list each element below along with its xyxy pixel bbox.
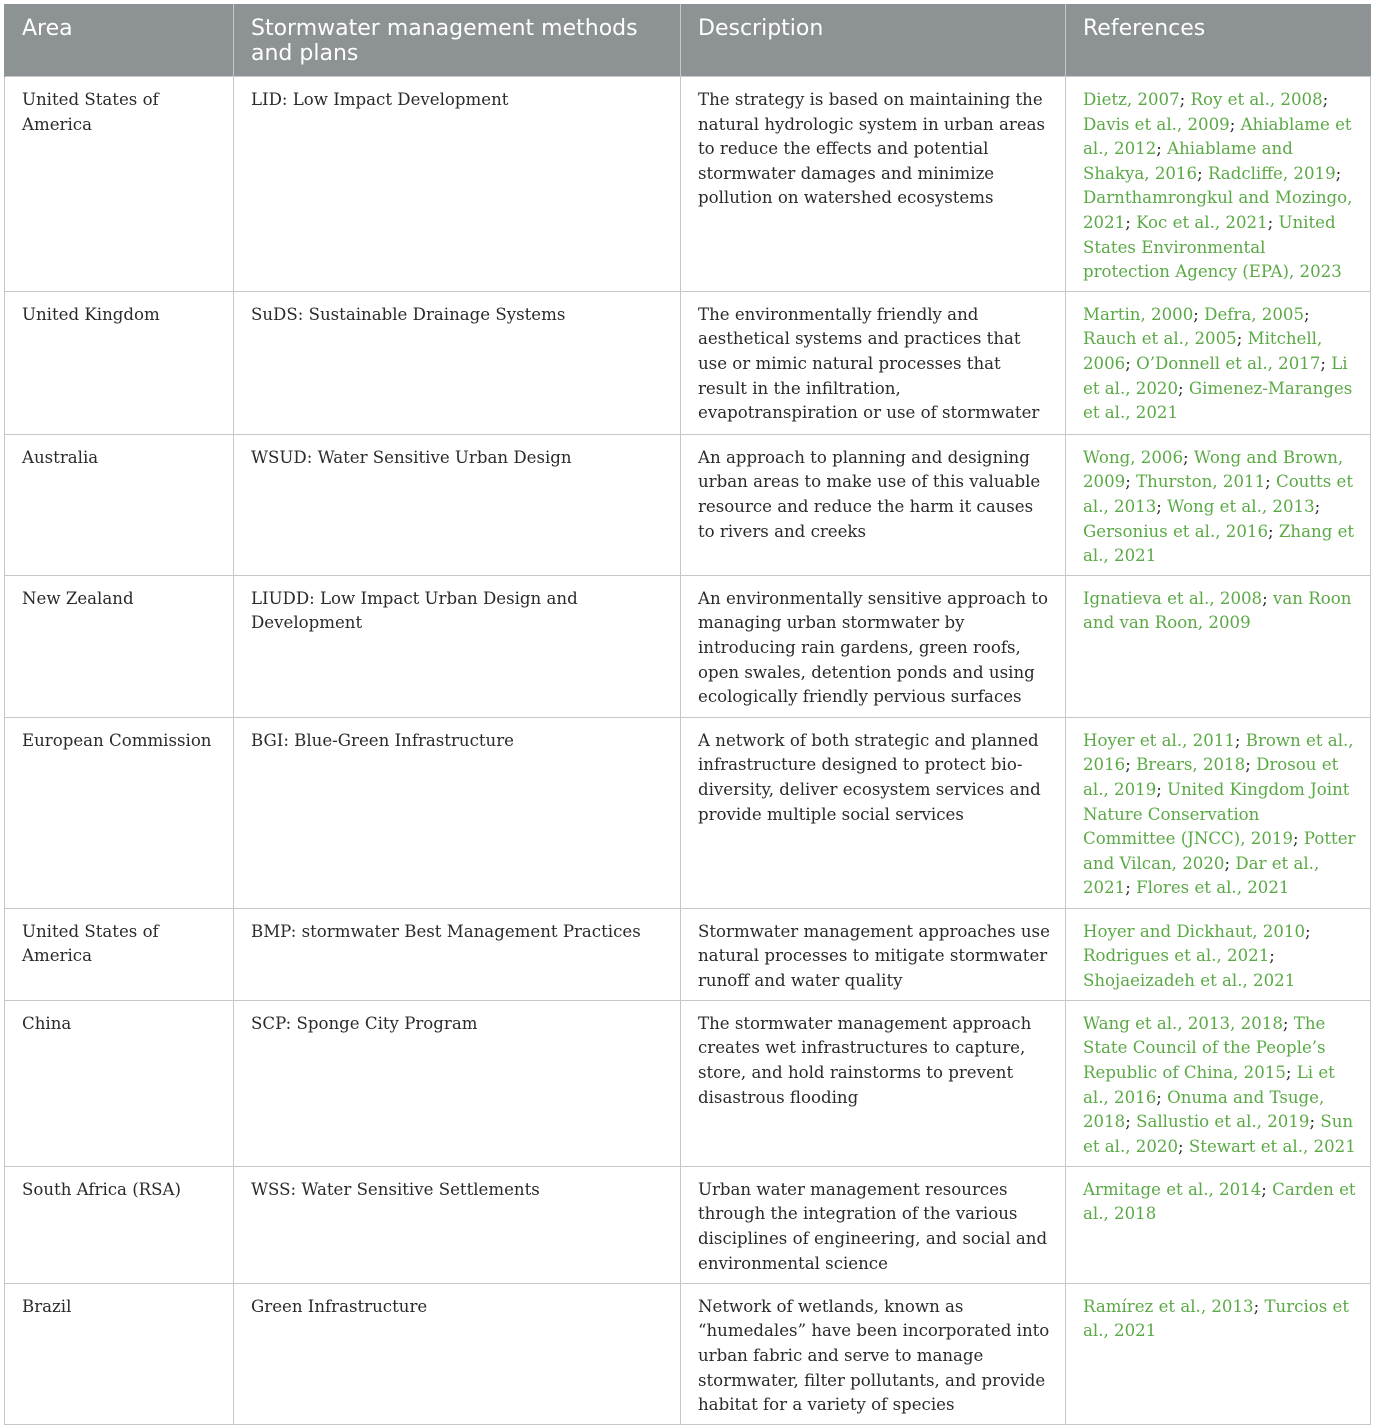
cell-method: LIUDD: Low Impact Urban Design and Development [234,575,681,717]
stormwater-methods-table [4,4,1371,1425]
reference-link[interactable]: Brown et al., 2016 [1083,730,1354,775]
reference-separator: ; [1179,90,1191,109]
reference-link[interactable]: Potter and Vilcan, 2020 [1083,829,1356,873]
reference-link[interactable]: Armitage et al., 2014 [1083,1179,1262,1199]
reference-link[interactable]: Drosou et al., 2019 [1083,755,1339,799]
reference-link[interactable]: Radcliffe, 2019 [1207,163,1336,183]
table-row [5,77,1371,292]
reference-separator: ; [1125,353,1137,373]
reference-separator: ; [1125,755,1137,775]
reference-separator: ; [1156,139,1168,159]
cell-method: Green Infrastructure [234,1283,681,1424]
cell-method: BMP: stormwater Best Management Practices [234,908,681,1000]
reference-separator: ; [1197,163,1208,183]
reference-link[interactable]: Brears, 2018 [1136,755,1246,775]
cell-description: A network of both strategic and planned infrastructure designed to protect bio-diversity, deliver ecosystem services and provide multiple social services [681,717,1066,908]
table-row [5,575,1371,717]
table-row [5,1166,1371,1283]
header-references: References [1066,4,1371,77]
reference-link[interactable]: Stewart et al., 2021 [1188,1136,1356,1156]
reference-separator: ; [1268,521,1279,541]
reference-link[interactable]: Gimenez-Maranges et al., 2021 [1083,378,1353,423]
cell-description: An approach to planning and designing urban areas to make use of this valuable resource and reduce the harm it causes to rivers and creeks [681,434,1066,575]
cell-references [1066,291,1371,434]
header-method: Stormwater management methods and plans [234,4,681,77]
reference-separator: ; [1178,1136,1189,1156]
reference-link[interactable]: Hoyer and Dickhaut, 2010 [1083,921,1306,941]
header-area: Area [5,4,234,77]
reference-link[interactable]: Roy et al., 2008 [1190,90,1323,109]
cell-references [1066,908,1371,1000]
cell-references [1066,1000,1371,1166]
reference-link[interactable]: Hoyer et al., 2011 [1083,730,1235,750]
reference-separator: ; [1224,853,1236,873]
reference-link[interactable]: Darnthamrongkul and Mozingo, 2021 [1083,188,1353,232]
reference-link[interactable]: Ignatieva et al., 2008 [1083,588,1263,608]
reference-separator: ; [1125,878,1137,898]
reference-link[interactable]: Sallustio et al., 2019 [1136,1112,1310,1132]
reference-link[interactable]: Wang et al., 2013, 2018 [1083,1013,1283,1033]
cell-method: LID: Low Impact Development [234,77,681,292]
cell-method: WSUD: Water Sensitive Urban Design [234,434,681,575]
cell-description: The environmentally friendly and aesthetical systems and practices that use or mimic natural processes that result in the infiltration, evapotranspiration or use of stormwater [681,291,1066,434]
reference-separator: ; [1125,472,1137,492]
reference-link[interactable]: Martin, 2000 [1083,304,1194,324]
reference-separator: ; [1156,779,1168,799]
reference-link[interactable]: Carden et al., 2018 [1083,1179,1356,1224]
cell-references [1066,575,1371,717]
reference-link[interactable]: Defra, 2005 [1204,304,1305,324]
cell-method: SuDS: Sustainable Drainage Systems [234,291,681,434]
cell-references [1066,717,1371,908]
reference-separator: ; [1178,378,1189,398]
reference-separator: ; [1293,829,1304,849]
reference-link[interactable]: Koc et al., 2021 [1136,212,1268,232]
reference-separator: ; [1234,730,1246,750]
cell-area: South Africa (RSA) [5,1166,234,1283]
reference-link[interactable]: Coutts et al., 2013 [1083,472,1353,516]
cell-area: United States of America [5,77,234,292]
reference-separator: ; [1320,353,1332,373]
cell-description: Urban water management resources through the integration of the various disciplines of engineering, and social and environmental science [681,1166,1066,1283]
cell-method: WSS: Water Sensitive Settlements [234,1166,681,1283]
cell-area: Brazil [5,1283,234,1424]
reference-link[interactable]: Ahiablame and Shakya, 2016 [1083,139,1293,183]
cell-area: New Zealand [5,575,234,717]
reference-link[interactable]: Rodrigues et al., 2021 [1083,946,1270,966]
reference-link[interactable]: Rauch et al., 2005 [1083,329,1237,349]
reference-link[interactable]: The State Council of the People’s Republic of China, 2015 [1083,1013,1326,1082]
reference-link[interactable]: Dar et al., 2021 [1083,853,1320,898]
table-row [5,717,1371,908]
table-row [5,291,1371,434]
reference-separator: ; [1282,1013,1294,1033]
cell-references [1066,1166,1371,1283]
reference-separator: ; [1261,1179,1273,1199]
table-row [5,434,1371,575]
cell-description: An environmentally sensitive approach to managing urban stormwater by introducing rain gardens, green roofs, open swales, detention ponds and using ecologically friendly pervious surfaces [681,575,1066,717]
reference-separator: ; [1267,212,1279,232]
cell-area: United Kingdom [5,291,234,434]
reference-separator: ; [1322,90,1329,109]
reference-separator: ; [1285,1062,1297,1082]
reference-link[interactable]: Ahiablame et al., 2012 [1083,114,1352,159]
reference-link[interactable]: Wong et al., 2013 [1167,496,1315,516]
reference-link[interactable]: Dietz, 2007 [1083,90,1180,109]
cell-description: Network of wetlands, known as “humedales” have been incorporated into urban fabric and serve to manage stormwater, filter pollutants, and provide habitat for a variety of species [681,1283,1066,1424]
reference-separator: ; [1193,304,1205,324]
reference-link[interactable]: Wong and Brown, 2009 [1083,447,1344,492]
reference-separator: ; [1156,1087,1168,1107]
reference-link[interactable]: O’Donnell et al., 2017 [1136,353,1321,373]
reference-link[interactable]: Zhang et al., 2021 [1083,521,1355,566]
reference-link[interactable]: United Kingdom Joint Nature Conservation Committee (JNCC), 2019 [1083,779,1350,849]
reference-link[interactable]: Onuma and Tsuge, 2018 [1083,1087,1325,1132]
cell-description: The strategy is based on maintaining the natural hydrologic system in urban areas to reduce the effects and potential stormwater damages and minimize pollution on watershed ecosystems [681,77,1066,292]
cell-area: European Commission [5,717,234,908]
reference-separator: ; [1125,1112,1137,1132]
reference-link[interactable]: Flores et al., 2021 [1136,878,1290,898]
reference-link[interactable]: Li et al., 2016 [1083,1062,1335,1107]
cell-method: SCP: Sponge City Program [234,1000,681,1166]
reference-link[interactable]: Mitchell, 2006 [1083,329,1323,373]
reference-link[interactable]: van Roon and van Roon, 2009 [1083,588,1352,633]
reference-separator: ; [1125,212,1137,232]
reference-separator: ; [1304,304,1310,324]
reference-separator: ; [1335,163,1342,183]
reference-separator: ; [1309,1112,1321,1132]
reference-separator: ; [1236,329,1248,349]
cell-area: Australia [5,434,234,575]
reference-link[interactable]: Davis et al., 2009 [1083,114,1230,134]
reference-link[interactable]: United States Environmental protection Agency (EPA), 2023 [1083,212,1342,282]
reference-separator: ; [1253,1296,1265,1316]
reference-link[interactable]: Wong, 2006 [1083,447,1184,467]
table-row [5,908,1371,1000]
reference-separator: ; [1305,921,1311,941]
reference-link[interactable]: Sun et al., 2020 [1083,1112,1354,1156]
reference-separator: ; [1229,114,1241,134]
cell-references [1066,77,1371,292]
reference-link[interactable]: Thurston, 2011 [1136,472,1266,492]
reference-separator: ; [1265,472,1276,492]
cell-description: Stormwater management approaches use natural processes to mitigate stormwater runoff and water quality [681,908,1066,1000]
reference-link[interactable]: Turcios et al., 2021 [1083,1296,1350,1341]
header-row [5,4,1371,77]
reference-link[interactable]: Gersonius et al., 2016 [1083,521,1269,541]
table-row [5,1283,1371,1424]
cell-area: China [5,1000,234,1166]
cell-area: United States of America [5,908,234,1000]
table-row [5,1000,1371,1166]
reference-separator: ; [1245,755,1257,775]
reference-separator: ; [1262,588,1273,608]
header-description: Description [681,4,1066,77]
cell-references [1066,1283,1371,1424]
reference-link[interactable]: Li et al., 2020 [1083,353,1348,398]
cell-description: The stormwater management approach creates wet infrastructures to capture, store, and hold rainstorms to prevent disastrous flooding [681,1000,1066,1166]
table-body [5,77,1371,1425]
reference-separator: ; [1156,496,1168,516]
reference-separator: ; [1183,447,1194,467]
reference-separator: ; [1314,496,1321,516]
reference-separator: ; [1269,946,1275,966]
reference-link[interactable]: Ramírez et al., 2013 [1083,1296,1254,1316]
reference-link[interactable]: Shojaeizadeh et al., 2021 [1083,970,1296,990]
table-header [5,4,1371,77]
cell-method: BGI: Blue-Green Infrastructure [234,717,681,908]
cell-references [1066,434,1371,575]
